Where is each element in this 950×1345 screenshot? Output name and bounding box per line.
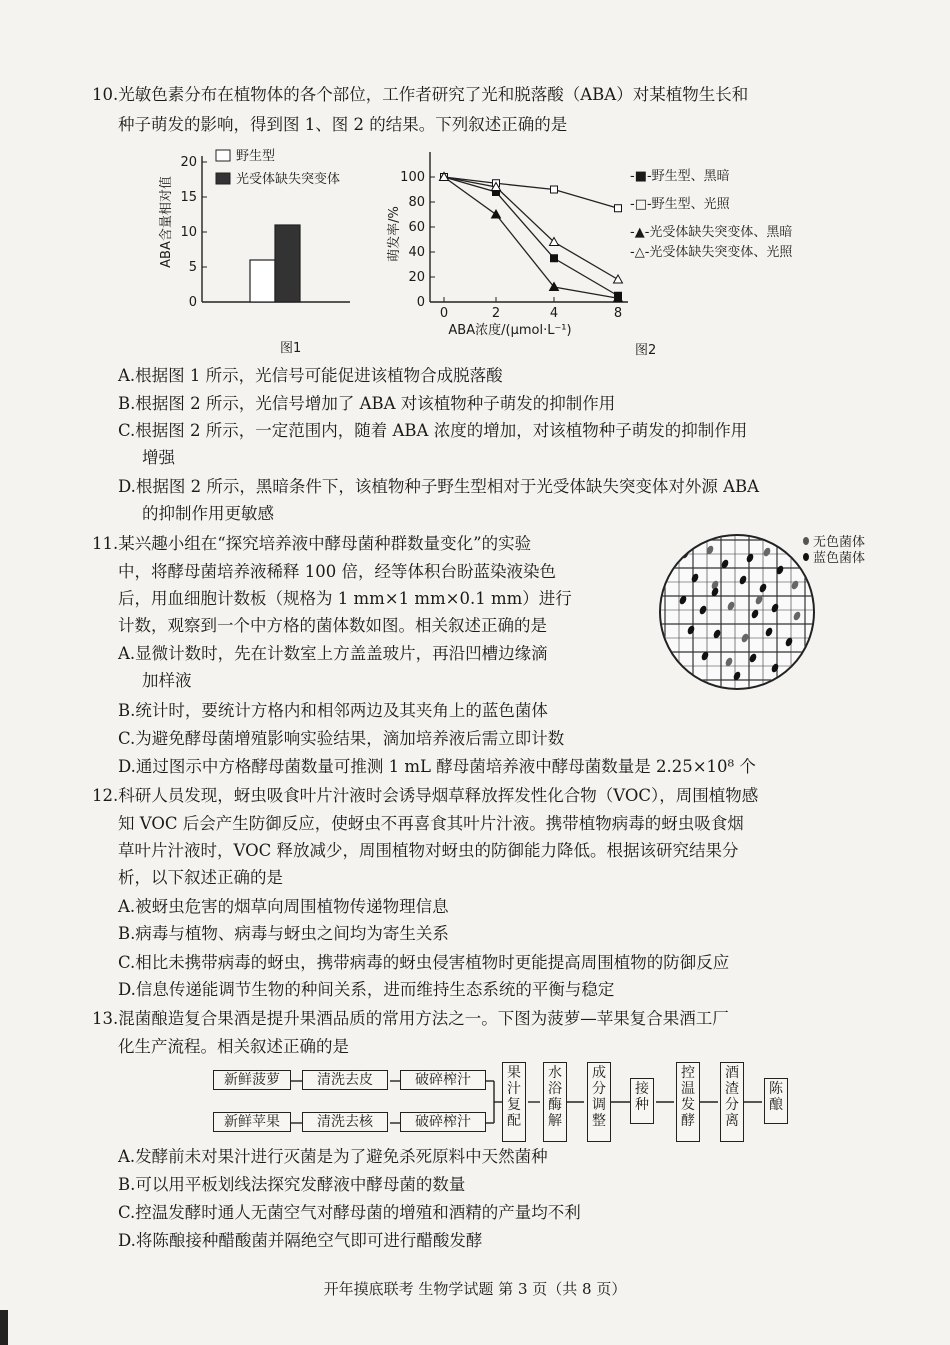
q12-option-b: B.病毒与植物、病毒与蚜虫之间均为寄生关系 — [118, 924, 449, 943]
fig2-ytick-label: 40 — [408, 245, 425, 260]
q10-stem-line1: 10.光敏色素分布在植物体的各个部位，工作者研究了光和脱落酸（ABA）对某植物生长和 — [92, 85, 749, 104]
q12-option-a: A.被蚜虫危害的烟草向周围植物传递物理信息 — [118, 897, 449, 916]
figure-1-bar-chart — [150, 142, 390, 362]
flow-lees-separation: 酒渣分离 — [720, 1062, 744, 1142]
fig2-point — [551, 255, 558, 262]
flow-composition-adjust: 成分调整 — [587, 1062, 611, 1142]
flow-wash-core: 清洗去核 — [302, 1112, 388, 1132]
fig2-ytick-label: 80 — [408, 195, 425, 210]
q11-stem-line1: 11.某兴趣小组在“探究培养液中酵母菌种群数量变化”的实验 — [92, 534, 532, 553]
fig1-bar-0 — [250, 260, 275, 302]
fig2-xtick-label: 4 — [549, 306, 559, 321]
q12-stem-line4: 析，以下叙述正确的是 — [118, 868, 283, 887]
fig1-legend-swatch-wild — [216, 150, 230, 161]
fig1-ytick-label: 5 — [188, 260, 197, 275]
q10-option-a: A.根据图 1 所示，光信号可能促进该植物合成脱落酸 — [118, 366, 503, 385]
fig2-xlabel: ABA浓度/(μmol·L⁻¹) — [448, 323, 572, 338]
fig2-legend-3: -△-光受体缺失突变体、光照 — [630, 245, 793, 260]
flow-juice-blend: 果汁复配 — [502, 1062, 526, 1142]
fig1-legend-wild: 野生型 — [236, 149, 276, 164]
fig2-legend-0: -■-野生型、黑暗 — [630, 169, 730, 184]
counting-chamber-figure — [655, 530, 895, 700]
fig2-point — [615, 205, 622, 212]
fig2-ytick-label: 100 — [400, 170, 425, 185]
fig1-ytick-label: 15 — [180, 190, 197, 205]
fig1-caption: 图1 — [280, 341, 302, 356]
q12-option-c: C.相比未携带病毒的蚜虫，携带病毒的蚜虫侵害植物时更能提高周围植物的防御反应 — [118, 953, 730, 972]
q11-option-a-line1: A.显微计数时，先在计数室上方盖盖玻片，再沿凹槽边缘滴 — [118, 644, 548, 663]
flow-fresh-pineapple: 新鲜菠萝 — [213, 1070, 291, 1090]
q10-stem-line2: 种子萌发的影响，得到图 1、图 2 的结果。下列叙述正确的是 — [118, 115, 568, 134]
q10-option-c-line2: 增强 — [142, 448, 175, 467]
legend-blue: 蓝色菌体 — [813, 551, 866, 566]
scan-edge — [0, 1310, 8, 1345]
flow-wash-peel: 清洗去皮 — [302, 1070, 388, 1090]
flow-aging: 陈酿 — [764, 1078, 788, 1124]
fig2-ytick-label: 60 — [408, 220, 425, 235]
fig1-ylabel: ABA含量相对值 — [159, 176, 174, 268]
legend-dot-colorless — [803, 537, 809, 545]
q12-option-d: D.信息传递能调节生物的种间关系，进而维持生态系统的平衡与稳定 — [118, 980, 615, 999]
fig2-xtick-label: 0 — [439, 306, 449, 321]
q11-stem-line2: 中，将酵母菌培养液稀释 100 倍，经等体积台盼蓝染液染色 — [118, 562, 556, 581]
fig1-ytick-label: 10 — [180, 225, 197, 240]
fig2-ytick-label: 20 — [408, 270, 425, 285]
q13-stem-line1: 13.混菌酿造复合果酒是提升果酒品质的常用方法之一。下图为菠萝—苹果复合果酒工厂 — [92, 1009, 729, 1028]
fig2-xtick-label: 8 — [613, 306, 623, 321]
q11-stem-line3: 后，用血细胞计数板（规格为 1 mm×1 mm×0.1 mm）进行 — [118, 589, 572, 608]
q11-option-b: B.统计时，要统计方格内和相邻两边及其夹角上的蓝色菌体 — [118, 701, 548, 720]
q10-option-c-line1: C.根据图 2 所示，一定范围内，随着 ABA 浓度的增加，对该植物种子萌发的抑制作用 — [118, 421, 748, 440]
fig1-ytick-label: 20 — [180, 155, 197, 170]
figure-2-line-chart — [380, 142, 880, 362]
fig2-caption: 图2 — [635, 343, 657, 358]
fig2-legend-1: -□-野生型、光照 — [630, 197, 730, 212]
q10-option-d-line2: 的抑制作用更敏感 — [142, 504, 274, 523]
flow-water-bath-enzymolysis: 水浴酶解 — [543, 1062, 567, 1142]
legend-dot-blue — [803, 553, 809, 561]
flow-crush-juice-2: 破碎榨汁 — [400, 1112, 486, 1132]
fig2-ytick-label: 0 — [416, 295, 425, 310]
fig1-legend-mutant: 光受体缺失突变体 — [236, 172, 341, 187]
fig2-xtick-label: 2 — [491, 306, 501, 321]
q13-option-c: C.控温发酵时通人无菌空气对酵母菌的增殖和酒精的产量均不利 — [118, 1203, 581, 1222]
q10-option-b: B.根据图 2 所示，光信号增加了 ABA 对该植物种子萌发的抑制作用 — [118, 394, 616, 413]
q12-stem-line2: 知 VOC 后会产生防御反应，使蚜虫不再喜食其叶片汁液。携带植物病毒的蚜虫吸食烟 — [118, 814, 744, 833]
q12-stem-line1: 12.科研人员发现，蚜虫吸食叶片汁液时会诱导烟草释放挥发性化合物（VOC），周围植物感 — [92, 786, 759, 805]
q13-option-a: A.发酵前未对果汁进行灭菌是为了避免杀死原料中天然菌种 — [118, 1147, 548, 1166]
legend-colorless: 无色菌体 — [813, 535, 866, 550]
page-footer: 开年摸底联考 生物学试题 第 3 页（共 8 页） — [323, 1280, 627, 1298]
fig1-legend-swatch-mutant — [216, 173, 230, 184]
q11-option-d: D.通过图示中方格酵母菌数量可推测 1 mL 酵母菌培养液中酵母菌数量是 2.25×10⁸ 个 — [118, 757, 756, 776]
fig2-point — [551, 186, 558, 193]
fig2-point — [492, 210, 501, 218]
flow-inoculation: 接种 — [630, 1078, 654, 1124]
q13-stem-line2: 化生产流程。相关叙述正确的是 — [118, 1037, 349, 1056]
q11-stem-line4: 计数，观察到一个中方格的菌体数如图。相关叙述正确的是 — [118, 616, 547, 635]
q11-option-a-line2: 加样液 — [142, 671, 192, 690]
flow-temp-controlled-fermentation: 控温发酵 — [676, 1062, 700, 1142]
fig2-ylabel: 萌发率/% — [387, 206, 402, 262]
q13-option-b: B.可以用平板划线法探究发酵液中酵母菌的数量 — [118, 1175, 466, 1194]
fig2-legend-2: -▲-光受体缺失突变体、黑暗 — [630, 225, 793, 240]
fig2-series-line-0 — [444, 177, 618, 296]
q13-option-d: D.将陈酿接种醋酸菌并隔绝空气即可进行醋酸发酵 — [118, 1231, 483, 1250]
fig1-ytick-label: 0 — [188, 295, 197, 310]
fig1-bar-1 — [275, 225, 300, 302]
q12-stem-line3: 草叶片汁液时，VOC 释放减少，周围植物对蚜虫的防御能力降低。根据该研究结果分 — [118, 841, 739, 860]
flow-crush-juice-1: 破碎榨汁 — [400, 1070, 486, 1090]
fig2-point — [614, 275, 623, 283]
fig2-series-line-3 — [444, 177, 618, 280]
flow-fresh-apple: 新鲜苹果 — [213, 1112, 291, 1132]
q10-option-d-line1: D.根据图 2 所示，黑暗条件下，该植物种子野生型相对于光受体缺失突变体对外源 ABA — [118, 477, 760, 496]
q11-option-c: C.为避免酵母菌增殖影响实验结果，滴加培养液后需立即计数 — [118, 729, 565, 748]
